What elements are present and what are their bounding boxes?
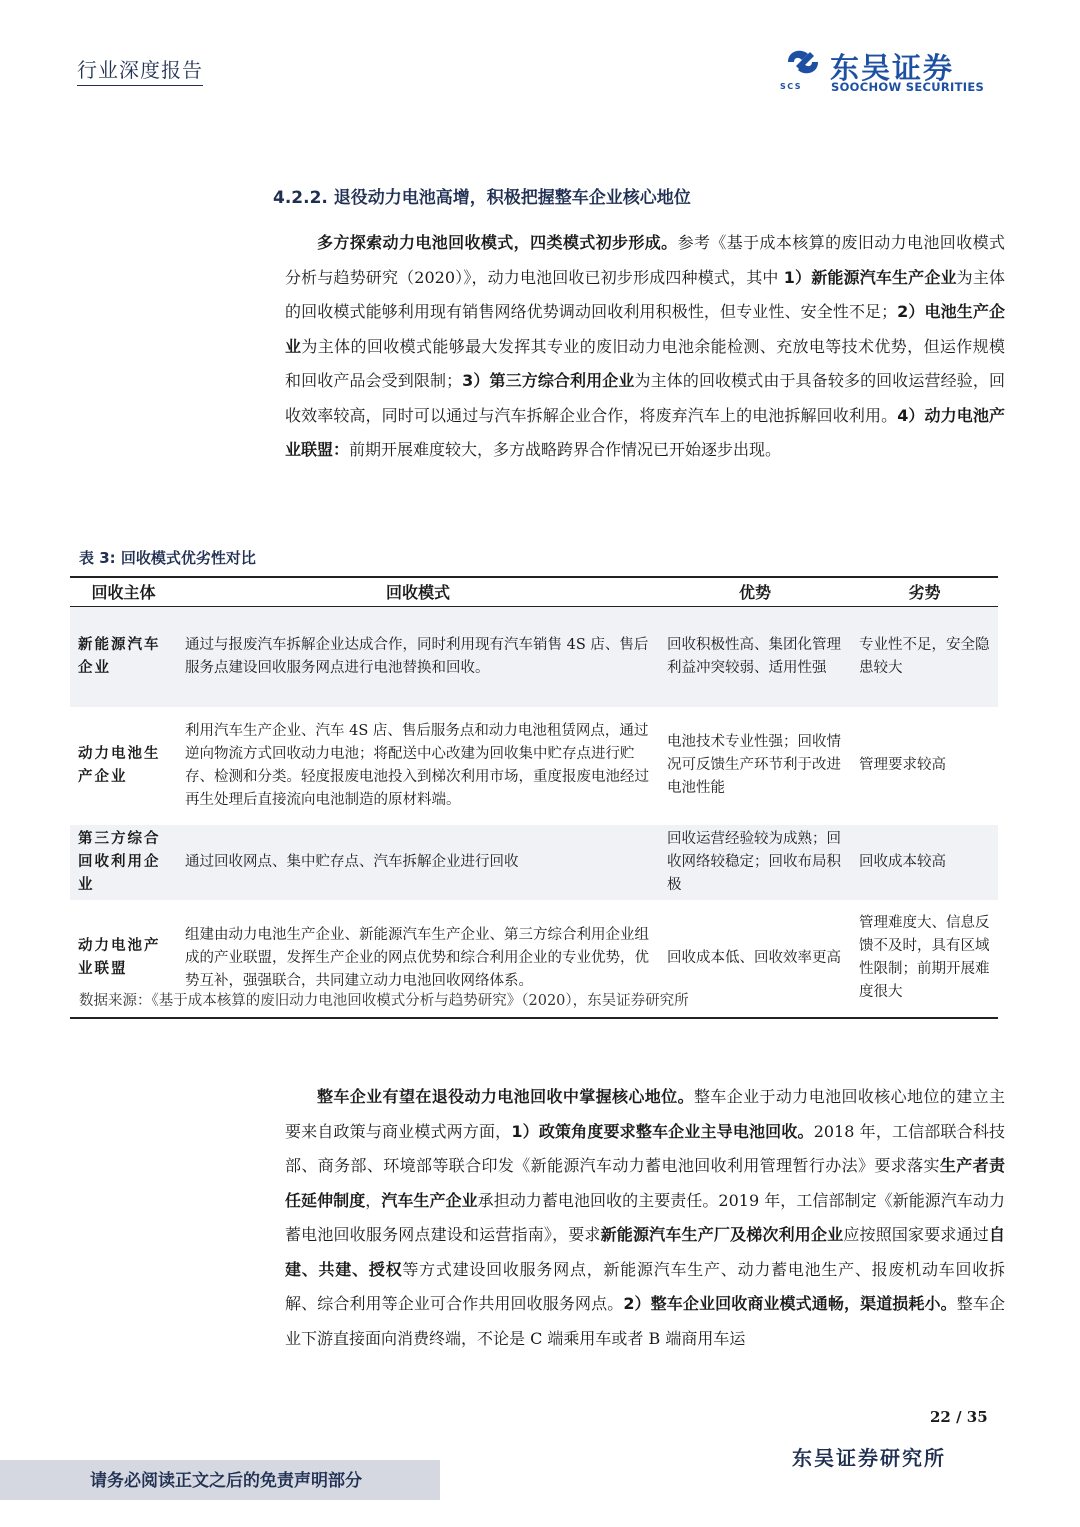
cell-subject: 动力电池产业联盟 — [70, 900, 177, 1018]
p2-text-3: ， — [365, 1190, 382, 1210]
p1-text-1: 参考《基于成本核算的废旧动力电池回收模式分析与趋势研究（2020）》，动力电池回收已初步形成四种模式，其中 — [285, 233, 1005, 287]
p2-lead: 整车企业有望在退役动力电池回收中掌握核心地位。 — [317, 1087, 694, 1106]
recycling-mode-table — [70, 576, 998, 1019]
p2-text-6: 等方式建设回收服务网点，新能源汽车生产、动力蓄电池生产、报废机动车回收拆解、综合利用等企业可合作共用回收服务网点。 — [285, 1259, 1005, 1313]
cell-pros: 回收运营经验较为成熟；回收网络较稳定；回收布局积极 — [659, 825, 851, 900]
cell-mode: 利用汽车生产企业、汽车 4S 店、售后服务点和动力电池租赁网点，通过逆向物流方式回收动力电池；将配送中心改建为回收集中贮存点进行贮存、检测和分类。轻度报废电池投入到梯次利用市场，重度报废电池经过再生处理后直接流向电池制造的原材料端。 — [185, 722, 649, 808]
cell-mode: 通过回收网点、集中贮存点、汽车拆解企业进行回收 — [177, 825, 659, 900]
cell-pros: 回收积极性高、集团化管理利益冲突较弱、适用性强 — [659, 607, 851, 707]
col-header-pros: 优势 — [659, 577, 851, 607]
cell-mode: 组建由动力电池生产企业、新能源汽车生产企业、第三方综合利用企业组成的产业联盟，发挥生产企业的网点优势和综合利用企业的专业优势，优势互补，强强联合，共同建立动力电池回收网络体系。 — [177, 900, 659, 1018]
p2-bold-3: 新能源汽车生产厂及梯次利用企业 — [600, 1225, 844, 1244]
cell-cons: 管理要求较高 — [859, 757, 946, 773]
report-type-label: 行业深度报告 — [77, 54, 203, 86]
page-number: 22 / 35 — [930, 1408, 988, 1426]
p2-bold-2: 汽车生产企业 — [381, 1190, 478, 1210]
table-row — [70, 825, 998, 900]
scs-logo-icon — [782, 44, 824, 80]
col-header-cons: 劣势 — [851, 577, 998, 607]
cell-pros: 电池技术专业性强；回收情况可反馈生产环节利于改进电池性能 — [667, 734, 841, 796]
p2-bold-1: 生产者责任延伸制度 — [285, 1156, 1005, 1210]
p2-text-5: 应按照国家要求通过 — [843, 1225, 989, 1244]
cell-cons: 管理难度大、信息反馈不及时，具有区域性限制；前期开展难度很大 — [851, 900, 998, 1018]
p1-mode-4: 4）动力电池产业联盟： — [285, 405, 1005, 459]
p2-text-2: 2018 年，工信部联合科技部、商务部、环境部等联合印发《新能源汽车动力蓄电池回收利用管理暂行办法》要求落实 — [285, 1121, 1005, 1175]
brand-logo — [780, 44, 995, 96]
p2-text-7: 整车企业下游直接面向消费终端，不论是 C 端乘用车或者 B 端商用车运 — [285, 1294, 1005, 1348]
table-header-row — [70, 577, 998, 607]
cell-subject: 动力电池生产企业 — [78, 745, 161, 785]
p1-text-2: 为主体的回收模式能够利用现有销售网络优势调动回收利用积极性，但专业性、安全性不足； — [285, 267, 1005, 321]
p2-text-1: 整车企业于动力电池回收核心地位的建立主要来自政策与商业模式两方面， — [285, 1087, 1005, 1141]
table-caption: 表 3: 回收模式优劣性对比 — [79, 549, 256, 567]
body-paragraph-2 — [285, 1080, 1005, 1356]
p1-mode-3: 3）第三方综合利用企业 — [462, 371, 635, 390]
cell-pros: 回收成本低、回收效率更高 — [659, 900, 851, 1018]
table-source-note: 数据来源：《基于成本核算的废旧动力电池回收模式分析与趋势研究》（2020），东吴证券研究所 — [79, 993, 689, 1009]
cell-cons: 专业性不足，安全隐患较大 — [851, 607, 998, 707]
cell-mode: 通过与报废汽车拆解企业达成合作，同时利用现有汽车销售 4S 店、售后服务点建设回收服务网点进行电池替换和回收。 — [177, 607, 659, 707]
body-paragraph-1 — [285, 226, 1005, 468]
p1-text-4: 为主体的回收模式由于具备较多的回收运营经验，回收效率较高，同时可以通过与汽车拆解企业合作，将废弃汽车上的电池拆解回收利用。 — [285, 371, 1005, 425]
cell-subject: 第三方综合回收利用企业 — [70, 825, 177, 900]
cell-cons: 回收成本较高 — [851, 825, 998, 900]
p1-mode-2: 2）电池生产企业 — [285, 302, 1005, 356]
logo-abbr: SCS — [780, 82, 803, 91]
col-header-subject: 回收主体 — [70, 577, 177, 607]
p1-text-5: 前期开展难度较大，多方战略跨界合作情况已开始逐步出现。 — [349, 440, 782, 459]
p2-point-2: 2）整车企业回收商业模式通畅，渠道损耗小。 — [623, 1294, 957, 1313]
p1-mode-1: 1）新能源汽车生产企业 — [783, 267, 957, 287]
cell-subject: 新能源汽车企业 — [70, 607, 177, 707]
table-row — [70, 707, 998, 825]
logo-chinese-name: 东吴证券 — [830, 51, 955, 85]
disclaimer-note: 请务必阅读正文之后的免责声明部分 — [90, 1471, 362, 1491]
col-header-mode: 回收模式 — [177, 577, 659, 607]
p2-bold-4: 自建、共建、授权 — [285, 1225, 1005, 1279]
section-heading: 4.2.2. 退役动力电池高增，积极把握整车企业核心地位 — [273, 188, 691, 208]
logo-english-name: SOOCHOW SECURITIES — [831, 80, 985, 94]
table-row — [70, 607, 998, 707]
p1-text-3: 为主体的回收模式能够最大发挥其专业的废旧动力电池余能检测、充放电等技术优势，但运作规模和回收产品会受到限制； — [285, 336, 1005, 390]
footer-brand: 东吴证券研究所 — [792, 1446, 946, 1470]
p1-lead: 多方探索动力电池回收模式，四类模式初步形成。 — [317, 233, 678, 252]
p2-point-1: 1）政策角度要求整车企业主导电池回收。 — [511, 1121, 814, 1141]
p2-text-4: 承担动力蓄电池回收的主要责任。2019 年，工信部制定《新能源汽车动力蓄电池回收服务网点建设和运营指南》，要求 — [285, 1190, 1005, 1244]
